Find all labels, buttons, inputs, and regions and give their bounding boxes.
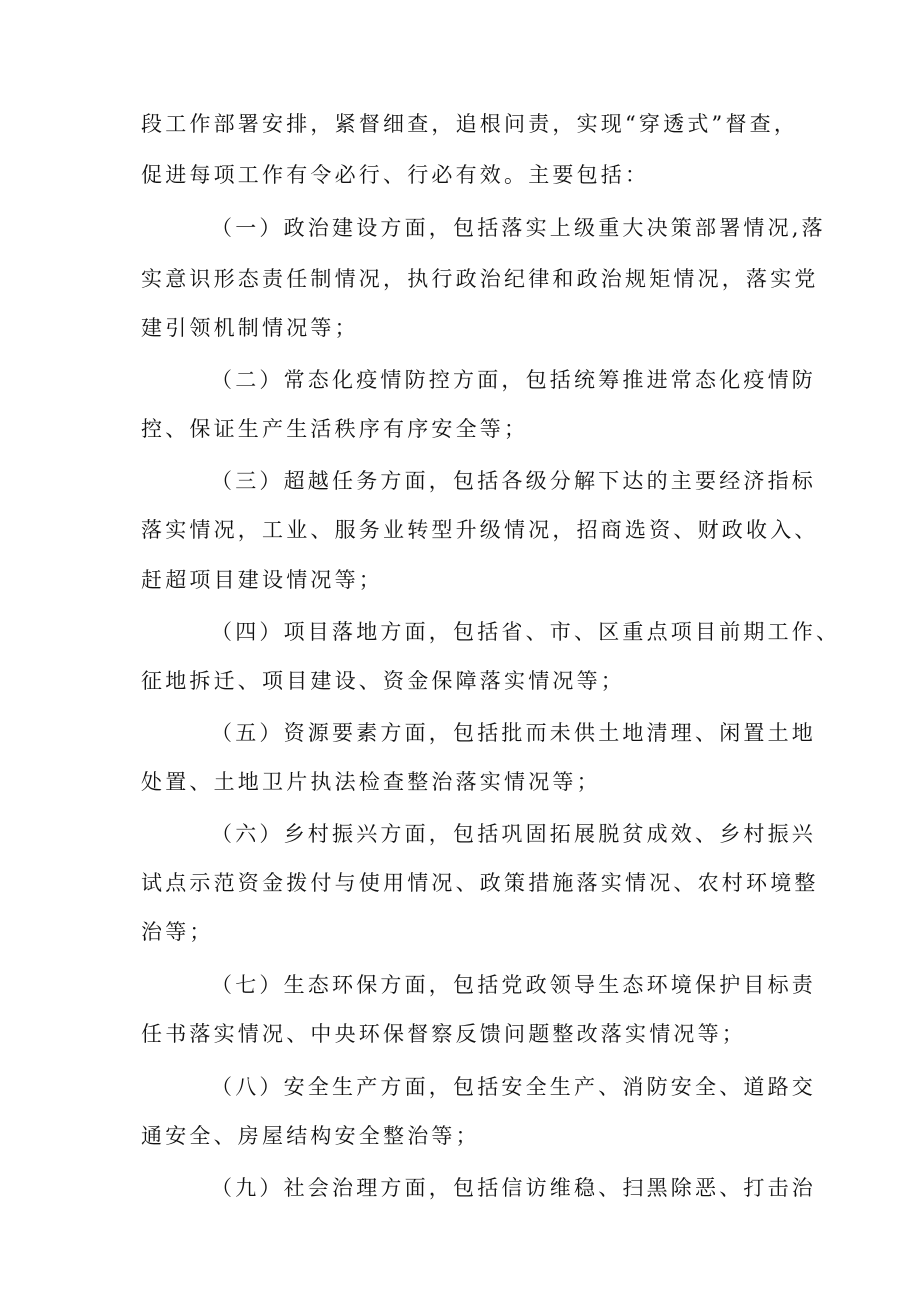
- item-5-line-2: 处置、土地卫片执法检查整治落实情况等；: [141, 770, 601, 794]
- item-2-line-2: 控、保证生产生活秩序有序安全等；: [141, 417, 529, 441]
- intro-line-1: 段工作部署安排，紧督细查，追根问责，实现“穿透式”督查，: [141, 112, 799, 136]
- item-1-line-2: 实意识形态责任制情况，执行政治纪律和政治规矩情况，落实党: [141, 267, 819, 291]
- item-4-line-2: 征地拆迁、项目建设、资金保障落实情况等；: [141, 669, 625, 693]
- item-8-line-2: 通安全、房屋结构安全整治等；: [141, 1124, 480, 1148]
- item-1-line-1: （一）政治建设方面，包括落实上级重大决策部署情况,落: [211, 216, 826, 240]
- item-9-line-1: （九）社会治理方面，包括信访维稳、扫黑除恶、打击治: [211, 1176, 816, 1200]
- item-3-line-3: 赶超项目建设情况等；: [141, 568, 383, 592]
- item-6-line-3: 治等；: [141, 920, 214, 944]
- item-3-line-2: 落实情况，工业、服务业转型升级情况，招商选资、财政收入、: [141, 518, 819, 542]
- item-1-line-3: 建引领机制情况等；: [141, 316, 359, 340]
- item-8-line-1: （八）安全生产方面，包括安全生产、消防安全、道路交: [211, 1075, 816, 1099]
- item-4-line-1: （四）项目落地方面，包括省、市、区重点项目前期工作、: [211, 620, 841, 644]
- item-2-line-1: （二）常态化疫情防控方面，包括统筹推进常态化疫情防: [211, 368, 816, 392]
- item-6-line-1: （六）乡村振兴方面，包括巩固拓展脱贫成效、乡村振兴: [211, 822, 816, 846]
- intro-line-2: 促进每项工作有令必行、行必有效。主要包括：: [141, 163, 650, 187]
- item-6-line-2: 试点示范资金拨付与使用情况、政策措施落实情况、农村环境整: [141, 871, 819, 895]
- item-5-line-1: （五）资源要素方面，包括批而未供土地清理、闲置土地: [211, 721, 816, 745]
- item-7-line-2: 任书落实情况、中央环保督察反馈问题整改落实情况等；: [141, 1022, 746, 1046]
- item-7-line-1: （七）生态环保方面，包括党政领导生态环境保护目标责: [211, 973, 816, 997]
- item-3-line-1: （三）超越任务方面，包括各级分解下达的主要经济指标: [211, 469, 816, 493]
